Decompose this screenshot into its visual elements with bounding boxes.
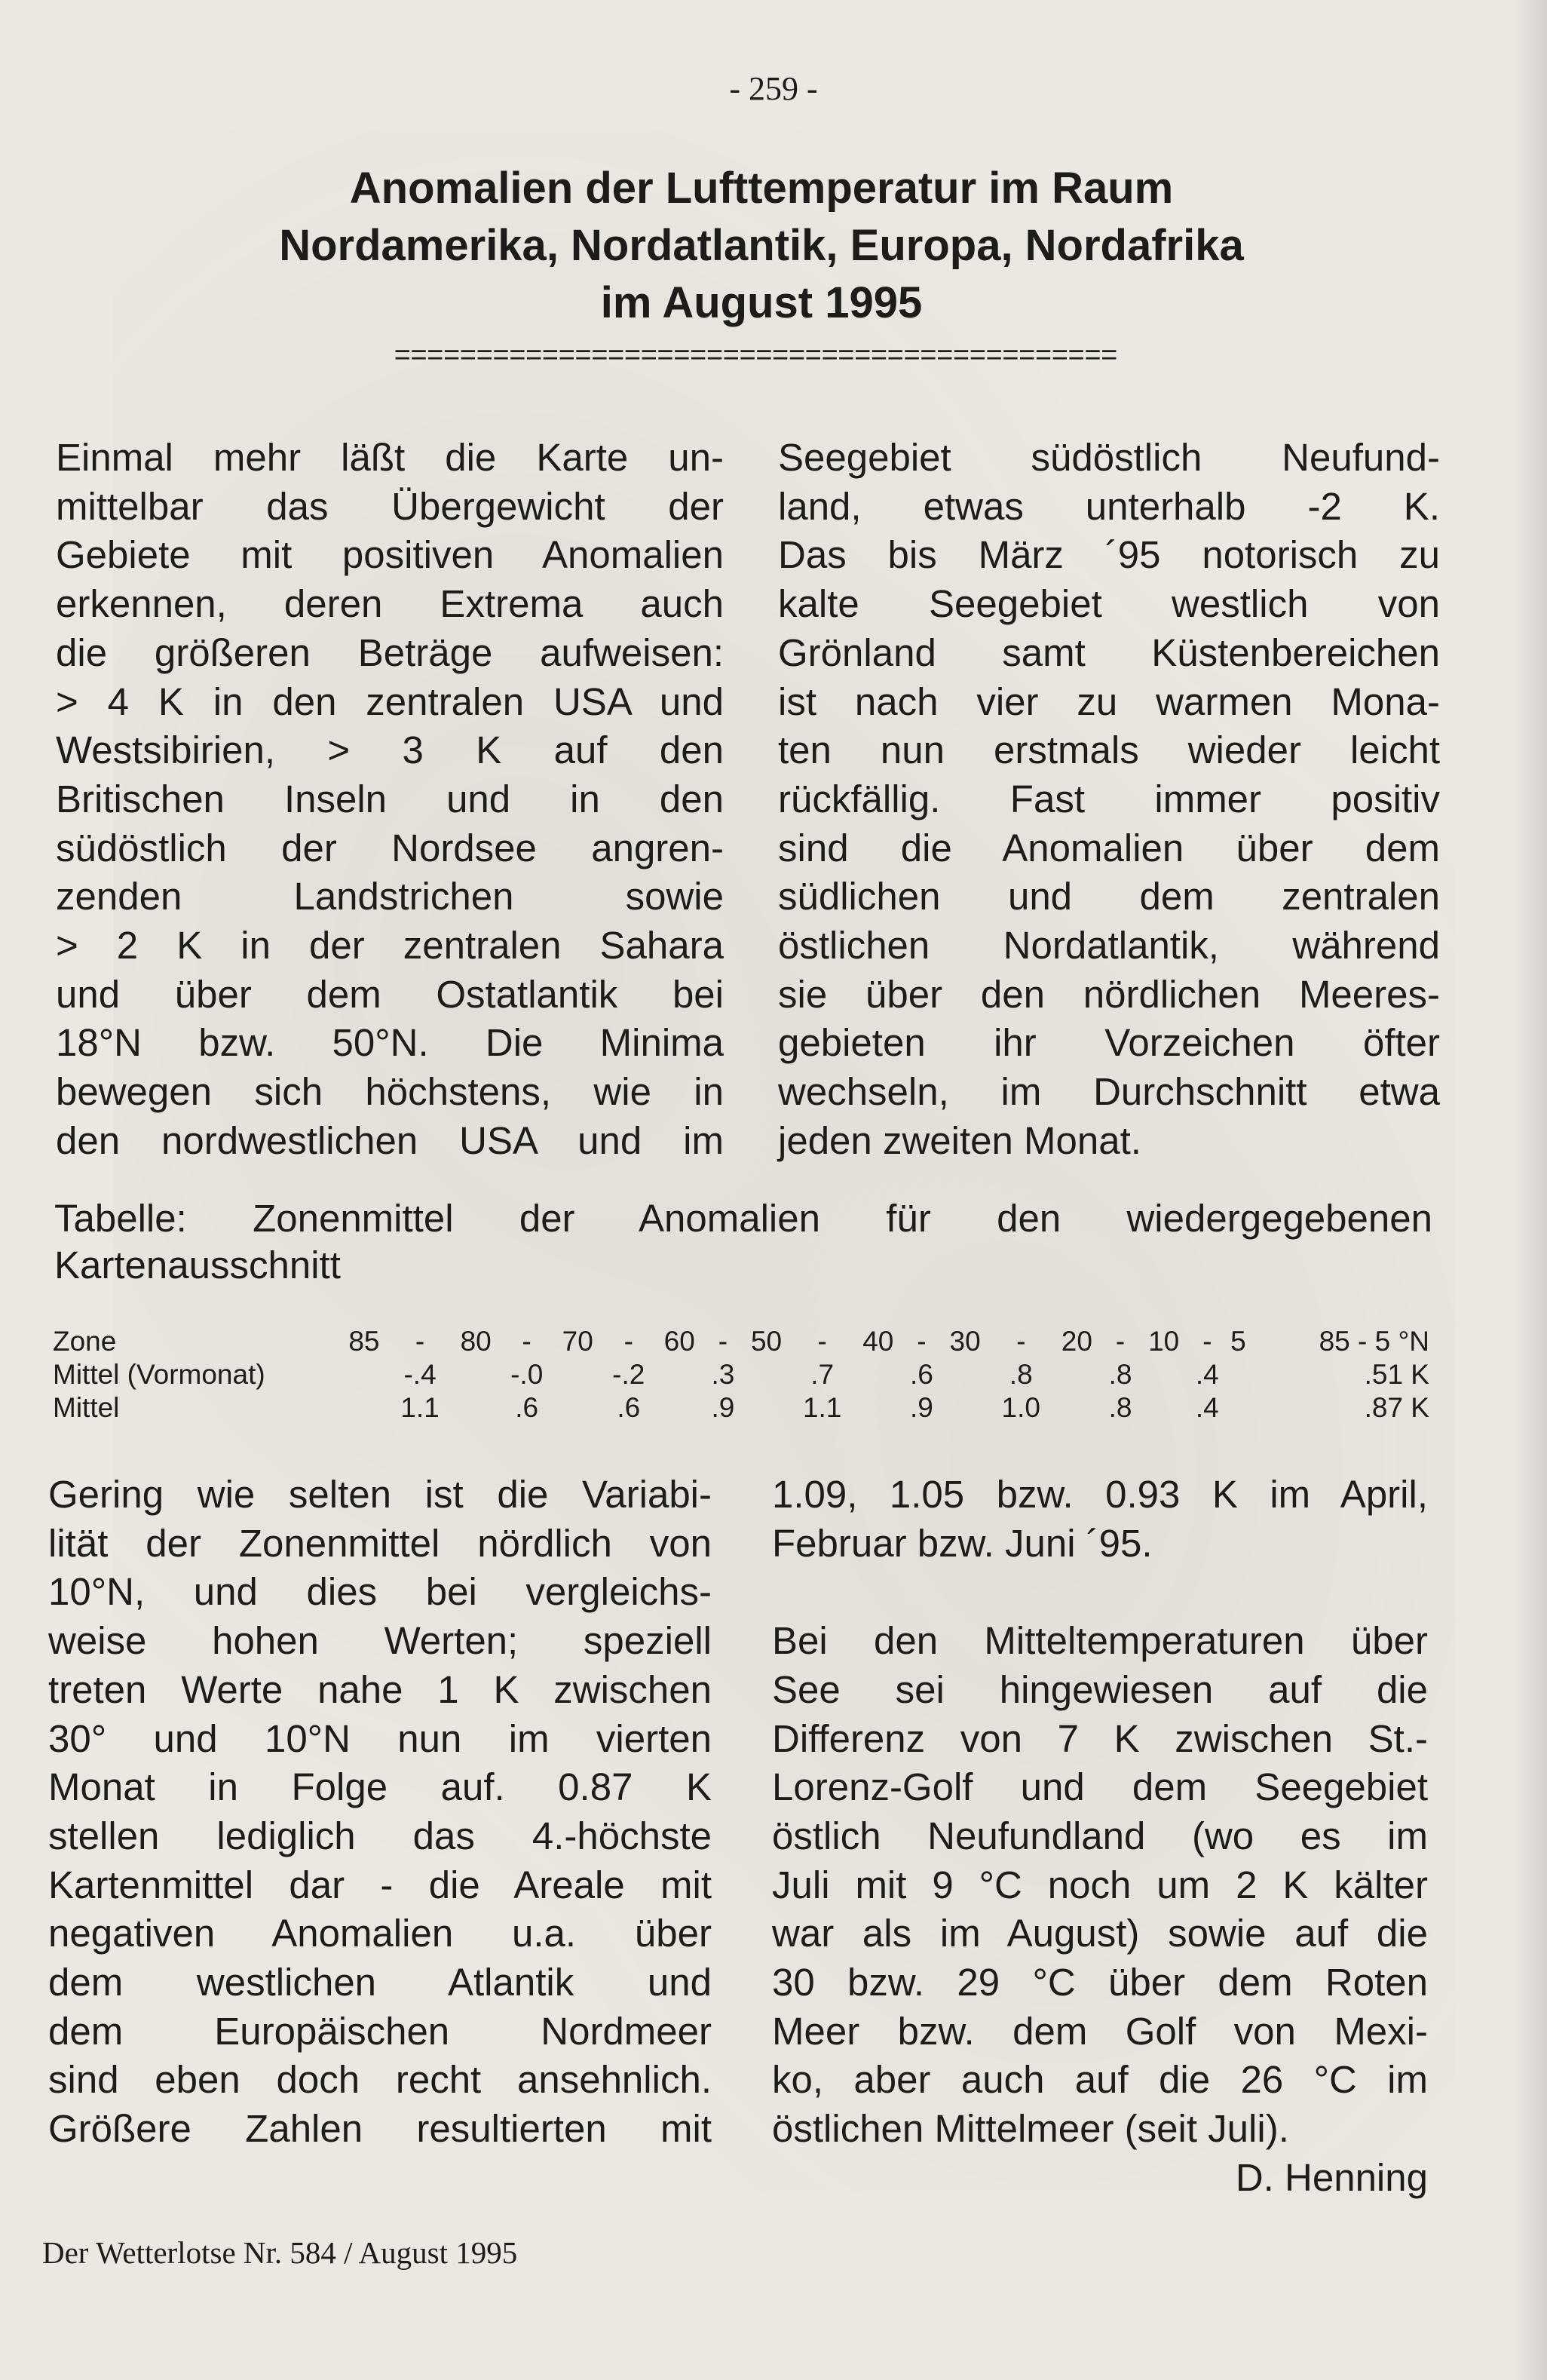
table-header-cell: 20 — [1061, 1326, 1092, 1357]
table-cell: -.0 — [510, 1359, 544, 1390]
text-line: Kartenmittel dar - die Areale mit — [48, 1863, 712, 1906]
table-cell: .6 — [515, 1392, 539, 1423]
text-line: stellen lediglich das 4.-höchste — [48, 1814, 712, 1857]
table-row — [53, 1358, 1432, 1391]
text-line: östlichen Mittelmeer (seit Juli). — [772, 2107, 1289, 2151]
text-line: sie über den nördlichen Meeres- — [778, 972, 1440, 1016]
table-cell: .6 — [910, 1359, 933, 1390]
text-line: Februar bzw. Juni ´95. — [772, 1521, 1153, 1565]
table-header-cell: Zone — [53, 1326, 117, 1357]
article-title — [121, 160, 1402, 332]
text-line: land, etwas unterhalb -2 K. — [778, 484, 1440, 528]
table-header-cell: - — [1115, 1326, 1126, 1357]
table-header-cell: - — [623, 1326, 633, 1357]
body-right-column — [772, 1471, 1428, 2203]
page-footer: Der Wetterlotse Nr. 584 / August 1995 — [42, 2235, 518, 2270]
text-line: sind eben doch recht ansehnlich. — [48, 2058, 712, 2102]
table-header-cell: - — [917, 1326, 927, 1357]
title-line: im August 1995 — [600, 278, 923, 327]
intro-left-column — [56, 434, 724, 1166]
text-line: die größeren Beträge aufweisen: — [56, 630, 724, 674]
table-header-cell: 30 — [949, 1326, 981, 1357]
title-line: Nordamerika, Nordatlantik, Europa, Nordafrika — [279, 221, 1244, 270]
table-header-cell: 10 — [1148, 1326, 1180, 1357]
table-cell: 1.1 — [802, 1392, 842, 1423]
table-header-cell: 5 — [1230, 1326, 1246, 1357]
text-line: rückfällig. Fast immer positiv — [778, 777, 1440, 820]
text-line: östlich Neufundland (wo es im — [772, 1814, 1428, 1857]
zone-mean-table — [53, 1325, 1432, 1425]
text-line: 30° und 10°N nun im vierten — [48, 1716, 712, 1760]
row-label: Mittel — [53, 1392, 120, 1423]
text-line: Seegebiet südöstlich Neufund- — [778, 436, 1440, 479]
row-total: .51 K — [1364, 1359, 1429, 1390]
text-line: Meer bzw. dem Golf von Mexi- — [772, 2009, 1428, 2053]
table-cell: .6 — [617, 1392, 641, 1423]
text-line: südlichen und dem zentralen — [778, 875, 1440, 919]
text-line: 18°N bzw. 50°N. Die Minima — [56, 1021, 724, 1065]
text-line: zenden Landstrichen sowie — [56, 875, 724, 919]
text-line: erkennen, deren Extrema auch — [56, 582, 724, 626]
text-line: dem Europäischen Nordmeer — [48, 2009, 712, 2053]
text-line: 10°N, und dies bei vergleichs- — [48, 1570, 712, 1614]
text-line: ko, aber auch auf die 26 °C im — [772, 2058, 1428, 2102]
table-header-cell: - — [415, 1326, 425, 1357]
row-total: .87 K — [1364, 1392, 1429, 1423]
body-left-column — [48, 1471, 712, 2154]
table-cell: 1.0 — [1001, 1392, 1040, 1423]
title-underline-rule: ============================================ — [394, 341, 1117, 373]
text-line: Westsibirien, > 3 K auf den — [56, 728, 724, 772]
text-line: Gebiete mit positiven Anomalien — [56, 533, 724, 577]
table-header-cell: 85 - 5 °N — [1319, 1326, 1429, 1357]
text-line: Monat in Folge auf. 0.87 K — [48, 1765, 712, 1809]
text-line: dem westlichen Atlantik und — [48, 1961, 712, 2004]
text-line: östlichen Nordatlantik, während — [778, 924, 1440, 968]
text-line: wechseln, im Durchschnitt etwa — [778, 1070, 1440, 1114]
row-label: Mittel (Vormonat) — [53, 1359, 265, 1390]
table-header-cell: - — [718, 1326, 728, 1357]
table-caption — [54, 1195, 1432, 1289]
text-line: 30 bzw. 29 °C über dem Roten — [772, 1961, 1428, 2004]
text-line: Grönland samt Küstenbereichen — [778, 630, 1440, 674]
text-line: > 4 K in den zentralen USA und — [56, 679, 724, 723]
author-signature: D. Henning — [1235, 2155, 1428, 2199]
table-header-cell: - — [522, 1326, 531, 1357]
text-line: Bei den Mitteltemperaturen über — [772, 1619, 1428, 1663]
text-line: Juli mit 9 °C noch um 2 K kälter — [772, 1863, 1428, 1906]
text-line: negativen Anomalien u.a. über — [48, 1912, 712, 1955]
table-cell: .8 — [1009, 1359, 1033, 1390]
table-cell: .4 — [1195, 1392, 1219, 1423]
text-line: treten Werte nahe 1 K zwischen — [48, 1667, 712, 1711]
table-header-cell: 60 — [663, 1326, 695, 1357]
text-line: > 2 K in der zentralen Sahara — [56, 924, 724, 968]
text-line: ten nun erstmals wieder leicht — [778, 728, 1440, 772]
text-line: sind die Anomalien über dem — [778, 826, 1440, 869]
title-line: Anomalien der Lufttemperatur im Raum — [349, 164, 1174, 213]
table-header-cell: - — [817, 1326, 827, 1357]
text-line: Differenz von 7 K zwischen St.- — [772, 1716, 1428, 1760]
text-line: Tabelle: Zonenmittel der Anomalien für den wiedergegebenen — [54, 1197, 1432, 1240]
text-line: weise hohen Werten; speziell — [48, 1619, 712, 1663]
text-line: 1.09, 1.05 bzw. 0.93 K im April, — [772, 1473, 1428, 1516]
text-line: mittelbar das Übergewicht der — [56, 484, 724, 528]
table-header-cell: 85 — [348, 1326, 380, 1357]
table-cell: .9 — [910, 1392, 933, 1423]
book-gutter-shadow — [1514, 0, 1547, 2380]
table-header-row — [53, 1325, 1432, 1358]
paragraph-gap — [772, 1568, 1428, 1617]
text-line: lität der Zonenmittel nördlich von — [48, 1521, 712, 1565]
text-line: Britischen Inseln und in den — [56, 777, 724, 820]
text-line: ist nach vier zu warmen Mona- — [778, 679, 1440, 723]
text-line: gebieten ihr Vorzeichen öfter — [778, 1021, 1440, 1065]
table-cell: .4 — [1195, 1359, 1219, 1390]
text-line: jeden zweiten Monat. — [778, 1118, 1141, 1162]
table-header-cell: - — [1202, 1326, 1212, 1357]
text-line: Kartenausschnitt — [54, 1244, 341, 1287]
text-line: Einmal mehr läßt die Karte un- — [56, 436, 724, 479]
text-line: bewegen sich höchstens, wie in — [56, 1070, 724, 1114]
text-line: See sei hingewiesen auf die — [772, 1667, 1428, 1711]
table-cell: .9 — [711, 1392, 735, 1423]
text-line: war als im August) sowie auf die — [772, 1912, 1428, 1955]
table-cell: -.4 — [403, 1359, 437, 1390]
table-header-cell: 70 — [562, 1326, 593, 1357]
text-line: Das bis März ´95 notorisch zu — [778, 533, 1440, 577]
text-line: Gering wie selten ist die Variabi- — [48, 1473, 712, 1516]
table-row — [53, 1391, 1432, 1425]
text-line: Größere Zahlen resultierten mit — [48, 2107, 712, 2151]
text-line: und über dem Ostatlantik bei — [56, 972, 724, 1016]
text-line: kalte Seegebiet westlich von — [778, 582, 1440, 626]
intro-right-column — [778, 434, 1440, 1166]
table-cell: .8 — [1108, 1392, 1132, 1423]
text-line: südöstlich der Nordsee angren- — [56, 826, 724, 869]
page-number: - 259 - — [729, 70, 818, 107]
table-cell: .8 — [1108, 1359, 1132, 1390]
table-header-cell: 40 — [862, 1326, 894, 1357]
text-line: den nordwestlichen USA und im — [56, 1118, 724, 1162]
table-cell: .7 — [810, 1359, 835, 1390]
table-cell: 1.1 — [400, 1392, 440, 1423]
table-header-cell: - — [1016, 1326, 1026, 1357]
table-cell: .3 — [711, 1359, 735, 1390]
table-header-cell: 50 — [750, 1326, 783, 1357]
table-header-cell: 80 — [460, 1326, 492, 1357]
text-line: Lorenz-Golf und dem Seegebiet — [772, 1765, 1428, 1809]
table-cell: -.2 — [612, 1359, 645, 1390]
